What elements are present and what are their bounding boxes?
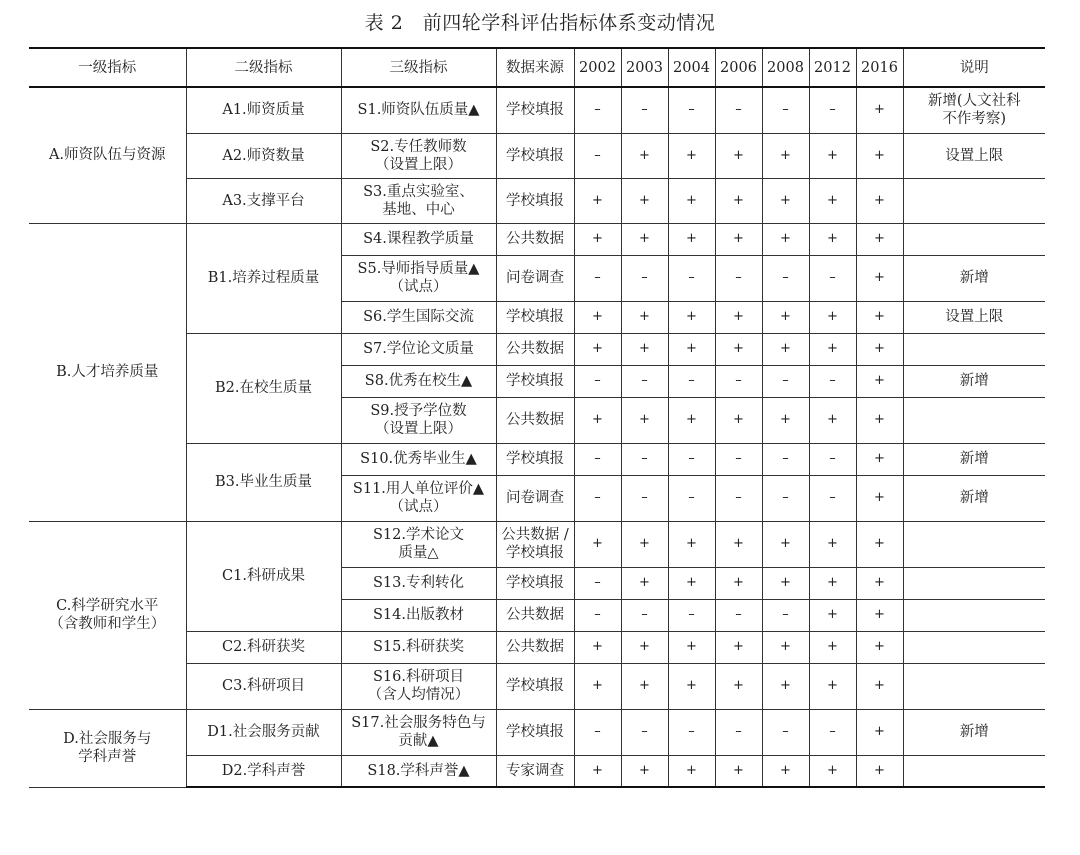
year-mark: – — [715, 709, 762, 755]
year-mark: + — [715, 133, 762, 178]
note — [903, 397, 1045, 443]
note — [903, 333, 1045, 365]
year-mark: – — [621, 255, 668, 301]
data-source: 问卷调查 — [496, 255, 574, 301]
header-cell: 说明 — [903, 48, 1045, 87]
data-source: 学校填报 — [496, 178, 574, 223]
year-mark: – — [809, 475, 856, 521]
note — [903, 631, 1045, 663]
year-mark: + — [856, 475, 903, 521]
year-mark: + — [856, 631, 903, 663]
level3-indicator: S5.导师指导质量▲ （试点） — [341, 255, 496, 301]
level3-indicator: S15.科研获奖 — [341, 631, 496, 663]
year-mark: + — [621, 521, 668, 567]
year-mark: + — [809, 567, 856, 599]
table-row — [29, 521, 1045, 567]
year-mark: – — [809, 255, 856, 301]
level3-indicator: S18.学科声誉▲ — [341, 755, 496, 787]
year-mark: – — [621, 443, 668, 475]
year-mark: – — [574, 443, 621, 475]
data-source: 学校填报 — [496, 663, 574, 709]
header-cell: 2012 — [809, 48, 856, 87]
header-cell: 2008 — [762, 48, 809, 87]
year-mark: + — [809, 397, 856, 443]
year-mark: – — [574, 567, 621, 599]
header-cell: 2006 — [715, 48, 762, 87]
year-mark: – — [715, 87, 762, 133]
year-mark: + — [856, 567, 903, 599]
level2-indicator: C2.科研获奖 — [186, 631, 341, 663]
level2-indicator: B3.毕业生质量 — [186, 443, 341, 521]
year-mark: + — [856, 709, 903, 755]
level3-indicator: S8.优秀在校生▲ — [341, 365, 496, 397]
year-mark: – — [621, 475, 668, 521]
note — [903, 755, 1045, 787]
year-mark: + — [809, 301, 856, 333]
year-mark: – — [715, 365, 762, 397]
year-mark: – — [715, 443, 762, 475]
year-mark: + — [762, 133, 809, 178]
year-mark: + — [856, 755, 903, 787]
level3-indicator: S9.授予学位数 （设置上限） — [341, 397, 496, 443]
header-row — [29, 48, 1045, 87]
level3-indicator: S2.专任教师数 （设置上限） — [341, 133, 496, 178]
year-mark: – — [668, 599, 715, 631]
year-mark: + — [856, 397, 903, 443]
year-mark: + — [762, 178, 809, 223]
year-mark: + — [762, 567, 809, 599]
year-mark: + — [856, 133, 903, 178]
year-mark: – — [715, 475, 762, 521]
year-mark: + — [621, 397, 668, 443]
level3-indicator: S3.重点实验室、 基地、中心 — [341, 178, 496, 223]
year-mark: + — [762, 663, 809, 709]
year-mark: – — [621, 365, 668, 397]
year-mark: – — [574, 365, 621, 397]
year-mark: + — [715, 301, 762, 333]
indicator-table — [29, 47, 1045, 788]
year-mark: – — [668, 255, 715, 301]
year-mark: + — [809, 333, 856, 365]
header-cell: 2016 — [856, 48, 903, 87]
year-mark: + — [762, 223, 809, 255]
year-mark: – — [762, 255, 809, 301]
header-cell: 三级指标 — [341, 48, 496, 87]
note: 新增 — [903, 365, 1045, 397]
year-mark: + — [856, 255, 903, 301]
year-mark: – — [809, 365, 856, 397]
year-mark: + — [715, 567, 762, 599]
year-mark: + — [809, 133, 856, 178]
year-mark: + — [762, 333, 809, 365]
level2-indicator: A1.师资质量 — [186, 87, 341, 133]
year-mark: – — [668, 709, 715, 755]
note: 新增 — [903, 475, 1045, 521]
year-mark: – — [762, 87, 809, 133]
year-mark: + — [715, 178, 762, 223]
year-mark: + — [574, 333, 621, 365]
year-mark: – — [574, 599, 621, 631]
year-mark: + — [668, 301, 715, 333]
year-mark: + — [621, 223, 668, 255]
data-source: 专家调查 — [496, 755, 574, 787]
note — [903, 223, 1045, 255]
year-mark: + — [574, 631, 621, 663]
year-mark: + — [762, 521, 809, 567]
year-mark: + — [809, 599, 856, 631]
year-mark: – — [715, 255, 762, 301]
level3-indicator: S14.出版教材 — [341, 599, 496, 631]
year-mark: + — [715, 333, 762, 365]
data-source: 学校填报 — [496, 365, 574, 397]
year-mark: + — [574, 397, 621, 443]
data-source: 学校填报 — [496, 301, 574, 333]
level2-indicator: B1.培养过程质量 — [186, 223, 341, 333]
data-source: 公共数据 — [496, 223, 574, 255]
table-row — [29, 709, 1045, 755]
year-mark: + — [621, 631, 668, 663]
year-mark: – — [574, 255, 621, 301]
level3-indicator: S17.社会服务特色与 贡献▲ — [341, 709, 496, 755]
year-mark: – — [762, 443, 809, 475]
year-mark: + — [762, 301, 809, 333]
year-mark: + — [621, 663, 668, 709]
year-mark: + — [668, 755, 715, 787]
year-mark: + — [621, 178, 668, 223]
year-mark: + — [574, 755, 621, 787]
year-mark: + — [574, 521, 621, 567]
year-mark: + — [574, 223, 621, 255]
year-mark: – — [668, 475, 715, 521]
note — [903, 599, 1045, 631]
level2-indicator: C1.科研成果 — [186, 521, 341, 631]
year-mark: – — [574, 475, 621, 521]
year-mark: + — [668, 133, 715, 178]
year-mark: + — [574, 301, 621, 333]
header-cell: 二级指标 — [186, 48, 341, 87]
year-mark: – — [762, 599, 809, 631]
year-mark: + — [809, 663, 856, 709]
data-source: 公共数据 — [496, 599, 574, 631]
note: 新增 — [903, 709, 1045, 755]
year-mark: – — [762, 475, 809, 521]
note — [903, 178, 1045, 223]
data-source: 学校填报 — [496, 87, 574, 133]
year-mark: + — [856, 87, 903, 133]
year-mark: + — [856, 178, 903, 223]
year-mark: + — [668, 567, 715, 599]
year-mark: – — [574, 87, 621, 133]
year-mark: + — [621, 755, 668, 787]
year-mark: + — [621, 301, 668, 333]
data-source: 学校填报 — [496, 133, 574, 178]
level3-indicator: S4.课程教学质量 — [341, 223, 496, 255]
year-mark: + — [715, 223, 762, 255]
year-mark: + — [809, 521, 856, 567]
level2-indicator: D1.社会服务贡献 — [186, 709, 341, 755]
year-mark: + — [856, 663, 903, 709]
data-source: 学校填报 — [496, 567, 574, 599]
level1-indicator: D.社会服务与 学科声誉 — [29, 709, 186, 787]
level2-indicator: D2.学科声誉 — [186, 755, 341, 787]
data-source: 学校填报 — [496, 709, 574, 755]
level1-indicator: B.人才培养质量 — [29, 223, 186, 521]
year-mark: – — [621, 709, 668, 755]
table-caption: 表 2 前四轮学科评估指标体系变动情况 — [364, 12, 716, 34]
header-cell: 一级指标 — [29, 48, 186, 87]
year-mark: – — [809, 709, 856, 755]
data-source: 公共数据 — [496, 397, 574, 443]
year-mark: + — [856, 301, 903, 333]
level3-indicator: S1.师资队伍质量▲ — [341, 87, 496, 133]
year-mark: + — [856, 365, 903, 397]
data-source: 学校填报 — [496, 443, 574, 475]
level2-indicator: A2.师资数量 — [186, 133, 341, 178]
header-cell: 数据来源 — [496, 48, 574, 87]
data-source: 公共数据 — [496, 631, 574, 663]
year-mark: – — [621, 599, 668, 631]
level3-indicator: S16.科研项目 （含人均情况） — [341, 663, 496, 709]
level3-indicator: S6.学生国际交流 — [341, 301, 496, 333]
year-mark: + — [668, 631, 715, 663]
year-mark: + — [668, 333, 715, 365]
year-mark: + — [762, 397, 809, 443]
level3-indicator: S10.优秀毕业生▲ — [341, 443, 496, 475]
table-row — [29, 87, 1045, 133]
level3-indicator: S13.专利转化 — [341, 567, 496, 599]
year-mark: + — [809, 631, 856, 663]
year-mark: + — [574, 663, 621, 709]
year-mark: + — [668, 663, 715, 709]
header-cell: 2004 — [668, 48, 715, 87]
year-mark: + — [809, 178, 856, 223]
level3-indicator: S7.学位论文质量 — [341, 333, 496, 365]
year-mark: – — [668, 443, 715, 475]
year-mark: + — [621, 333, 668, 365]
year-mark: + — [715, 663, 762, 709]
year-mark: – — [668, 365, 715, 397]
level2-indicator: C3.科研项目 — [186, 663, 341, 709]
year-mark: + — [668, 178, 715, 223]
note: 新增 — [903, 443, 1045, 475]
year-mark: + — [809, 755, 856, 787]
year-mark: + — [715, 631, 762, 663]
note: 新增 — [903, 255, 1045, 301]
year-mark: + — [856, 443, 903, 475]
year-mark: + — [621, 133, 668, 178]
data-source: 公共数据 — [496, 333, 574, 365]
year-mark: + — [762, 631, 809, 663]
year-mark: – — [762, 709, 809, 755]
note — [903, 521, 1045, 567]
note: 新增(人文社科 不作考察) — [903, 87, 1045, 133]
year-mark: + — [668, 521, 715, 567]
year-mark: + — [856, 333, 903, 365]
year-mark: + — [856, 223, 903, 255]
note — [903, 567, 1045, 599]
level1-indicator: C.科学研究水平 （含教师和学生） — [29, 521, 186, 709]
note: 设置上限 — [903, 133, 1045, 178]
table-row — [29, 223, 1045, 255]
level2-indicator: A3.支撑平台 — [186, 178, 341, 223]
note: 设置上限 — [903, 301, 1045, 333]
year-mark: – — [762, 365, 809, 397]
year-mark: – — [809, 87, 856, 133]
year-mark: – — [715, 599, 762, 631]
year-mark: + — [715, 397, 762, 443]
year-mark: + — [715, 755, 762, 787]
header-cell: 2003 — [621, 48, 668, 87]
data-source: 问卷调查 — [496, 475, 574, 521]
year-mark: – — [621, 87, 668, 133]
level1-indicator: A.师资队伍与资源 — [29, 87, 186, 223]
year-mark: – — [809, 443, 856, 475]
year-mark: – — [574, 133, 621, 178]
level3-indicator: S12.学术论文 质量△ — [341, 521, 496, 567]
level3-indicator: S11.用人单位评价▲ （试点） — [341, 475, 496, 521]
year-mark: + — [856, 599, 903, 631]
year-mark: + — [809, 223, 856, 255]
year-mark: + — [574, 178, 621, 223]
year-mark: – — [574, 709, 621, 755]
year-mark: + — [621, 567, 668, 599]
year-mark: + — [668, 397, 715, 443]
year-mark: + — [668, 223, 715, 255]
header-cell: 2002 — [574, 48, 621, 87]
year-mark: + — [715, 521, 762, 567]
year-mark: + — [856, 521, 903, 567]
level2-indicator: B2.在校生质量 — [186, 333, 341, 443]
data-source: 公共数据 / 学校填报 — [496, 521, 574, 567]
year-mark: – — [668, 87, 715, 133]
year-mark: + — [762, 755, 809, 787]
note — [903, 663, 1045, 709]
